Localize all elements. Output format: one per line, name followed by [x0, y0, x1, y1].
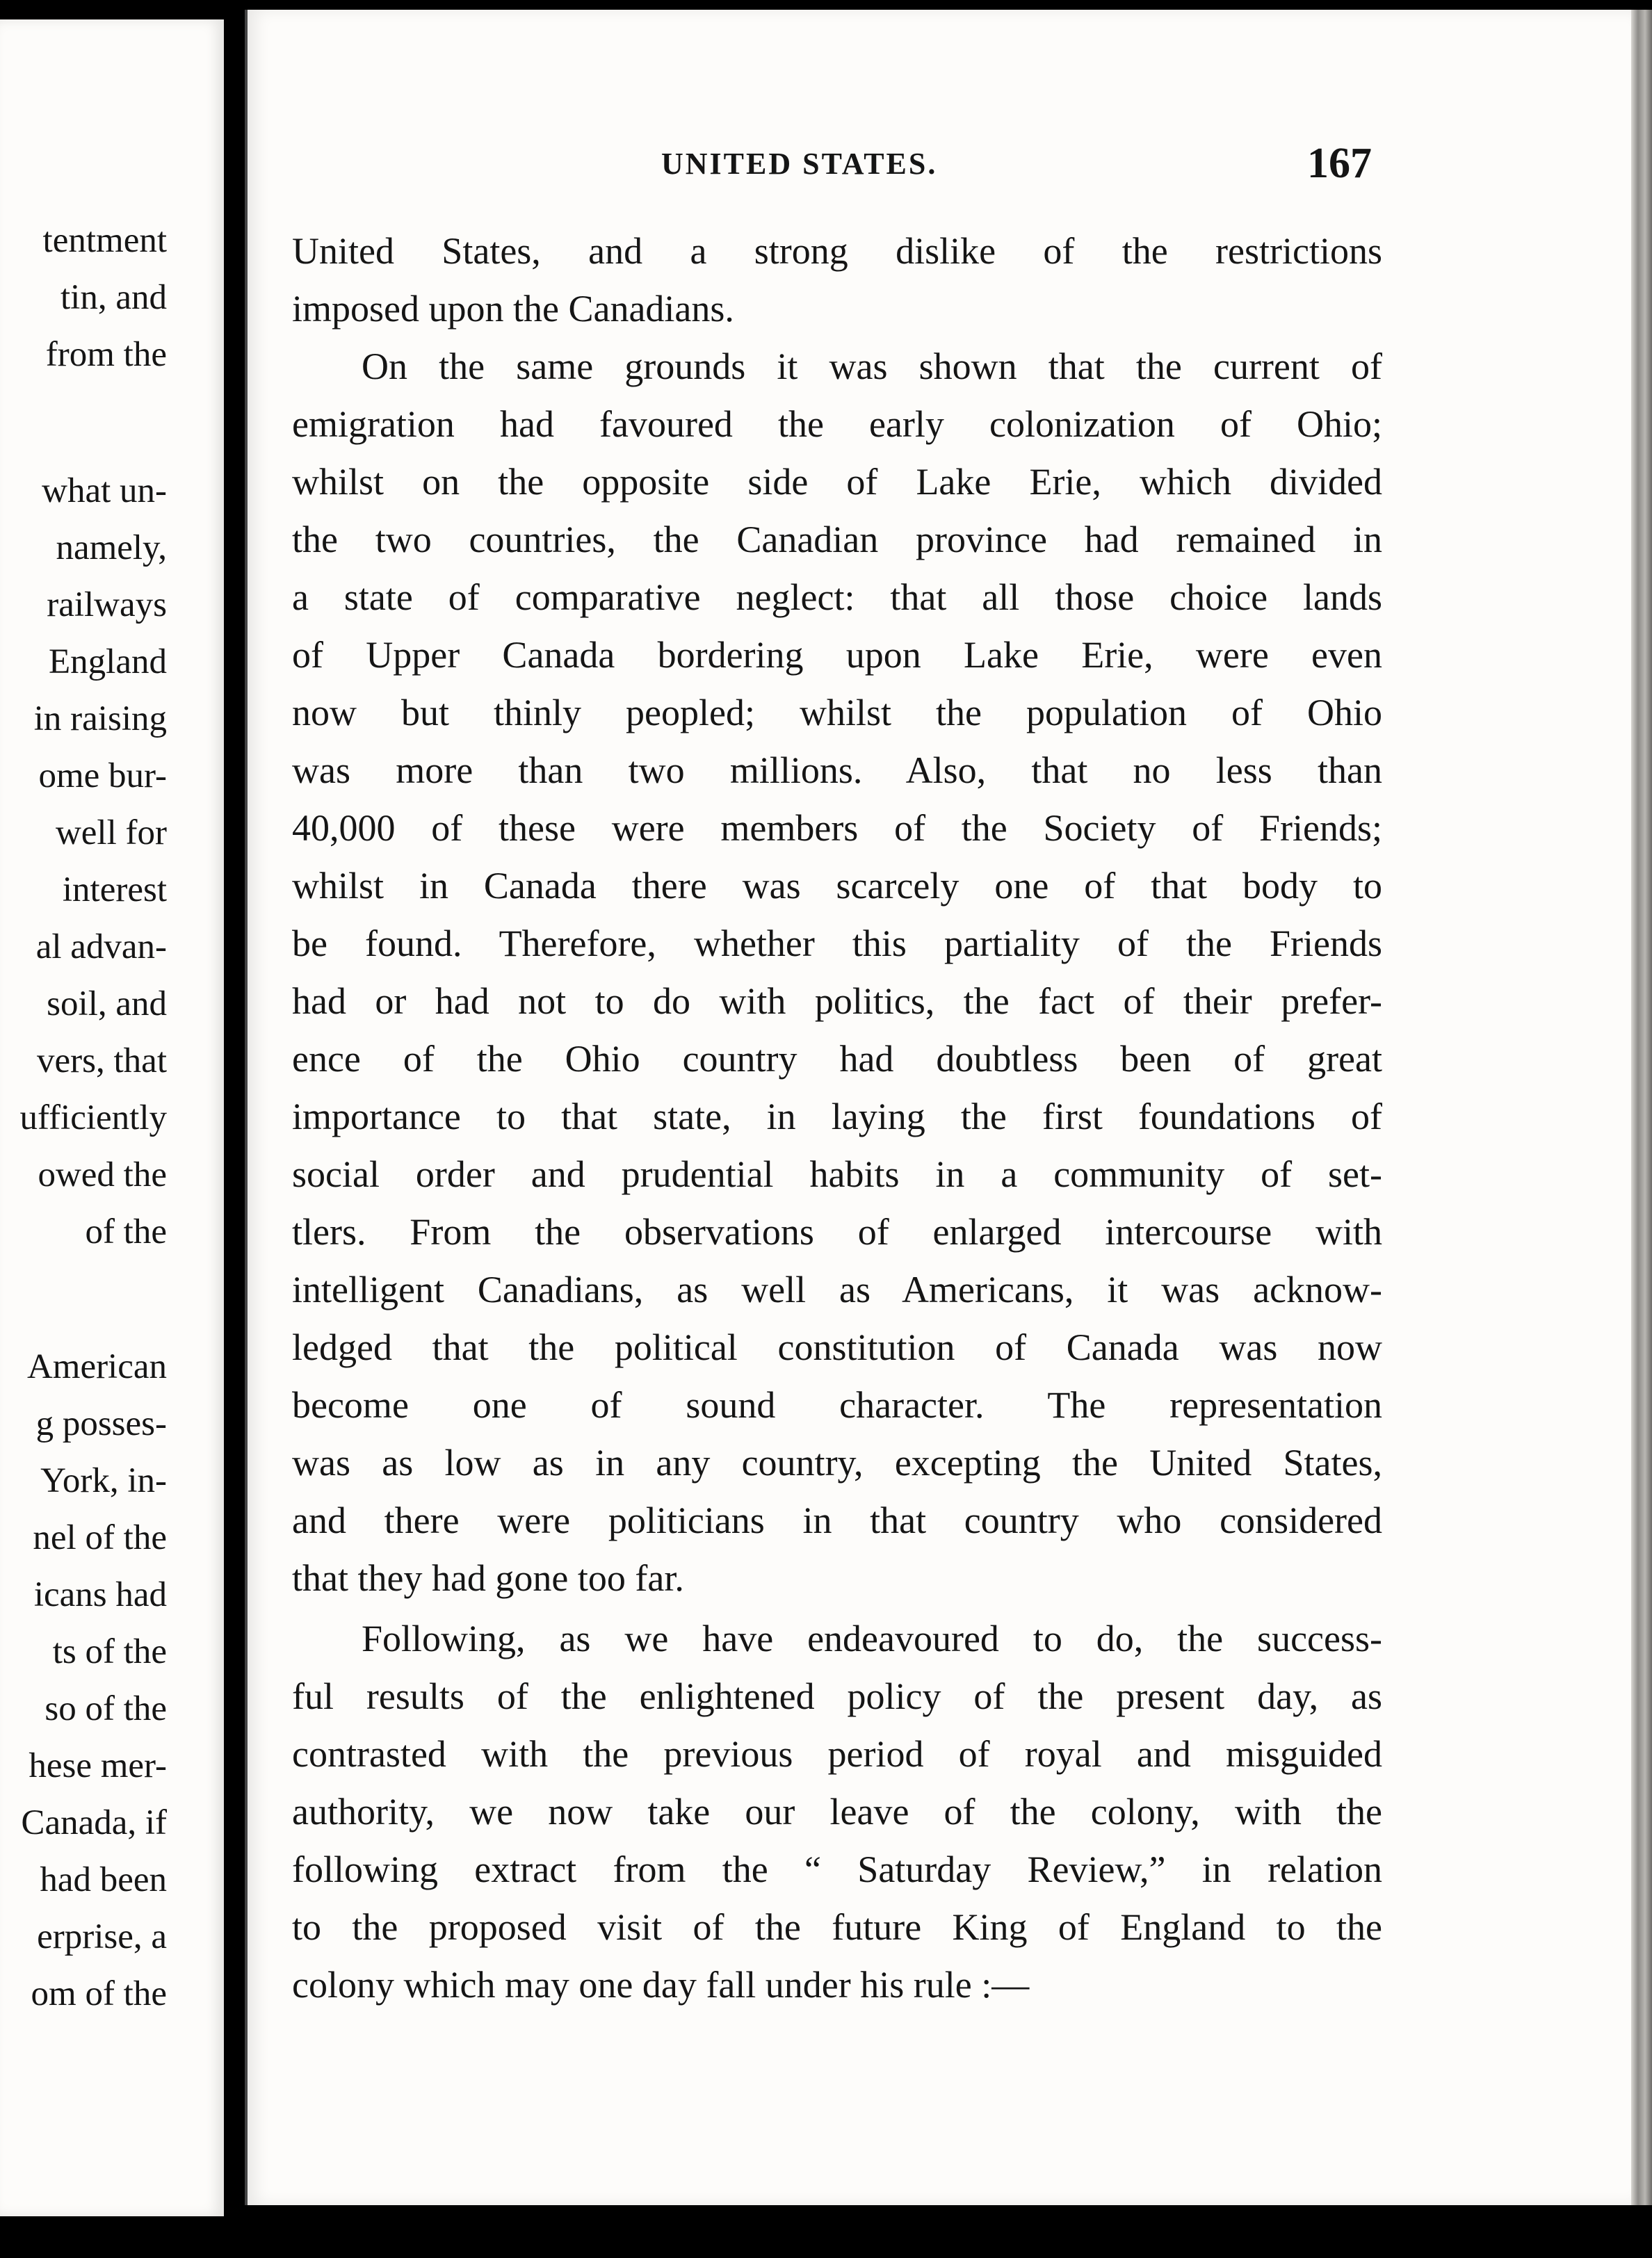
left-line: ufficiently	[19, 1098, 167, 1137]
left-line: al advan-	[35, 927, 167, 966]
left-line: had been	[40, 1860, 167, 1899]
left-line: tin, and	[60, 278, 167, 317]
paragraph	[292, 222, 1382, 338]
running-head: UNITED STATES.	[661, 147, 938, 181]
left-line: vers, that	[37, 1041, 167, 1080]
text-line: was more than two millions. Also, that no less than	[292, 749, 1382, 791]
text-line: United States, and a strong dislike of the restrictions	[292, 230, 1382, 272]
text-line: that they had gone too far.	[292, 1557, 684, 1599]
left-line: York, in-	[40, 1461, 167, 1500]
left-line: g posses-	[35, 1404, 167, 1443]
left-line: in raising	[33, 699, 167, 738]
text-line: intelligent Canadians, as well as Americans, it was acknow-	[292, 1269, 1382, 1310]
text-line: whilst in Canada there was scarcely one of that body to	[292, 865, 1382, 907]
left-line: ts of the	[52, 1632, 167, 1671]
text-line: colony which may one day fall under his rule :—	[292, 1964, 1030, 2006]
left-page	[0, 19, 224, 2216]
page-header	[248, 139, 1634, 195]
scan-bottom-border	[0, 2216, 1652, 2258]
text-line: importance to that state, in laying the first foundations of	[292, 1096, 1382, 1137]
text-line: whilst on the opposite side of Lake Erie, which divided	[292, 461, 1382, 503]
left-line: ome bur-	[38, 756, 167, 795]
left-line: tentment	[42, 221, 167, 260]
left-line: so of the	[44, 1689, 167, 1728]
left-line: from the	[45, 335, 167, 374]
left-line: om of the	[31, 1974, 167, 2013]
left-line: well for	[55, 813, 167, 852]
text-line: On the same grounds it was shown that the current of	[362, 346, 1382, 387]
text-line: 40,000 of these were members of the Society of Friends;	[292, 807, 1382, 849]
text-line: the two countries, the Canadian province had remained in	[292, 519, 1382, 560]
paragraph	[292, 338, 1382, 1607]
text-line: had or had not to do with politics, the fact of their prefer-	[292, 980, 1382, 1022]
text-line: now but thinly peopled; whilst the population of Ohio	[292, 692, 1382, 733]
left-line: owed the	[38, 1155, 167, 1194]
left-line: Canada, if	[21, 1803, 167, 1842]
text-line: Following, as we have endeavoured to do, the success-	[362, 1618, 1382, 1659]
text-line: following extract from the “ Saturday Review,” in relation	[292, 1849, 1382, 1890]
left-line: American	[26, 1347, 167, 1386]
text-line: and there were politicians in that country who considered	[292, 1500, 1382, 1541]
page-edge-shadow	[1631, 10, 1652, 2205]
text-line: ledged that the political constitution of Canada was now	[292, 1326, 1382, 1368]
right-page	[245, 10, 1634, 2205]
left-line: of the	[85, 1212, 167, 1251]
left-line: icans had	[33, 1575, 167, 1614]
text-line: social order and prudential habits in a community of set-	[292, 1153, 1382, 1195]
text-line: tlers. From the observations of enlarged intercourse with	[292, 1211, 1382, 1253]
text-line: was as low as in any country, excepting the United States,	[292, 1442, 1382, 1484]
page-number: 167	[1307, 140, 1372, 187]
left-line: what un-	[42, 471, 167, 510]
text-line: of Upper Canada bordering upon Lake Erie, were even	[292, 634, 1382, 676]
left-line: nel of the	[33, 1518, 167, 1557]
text-line: imposed upon the Canadians.	[292, 288, 734, 330]
left-line: erprise, a	[37, 1917, 167, 1956]
left-line: England	[49, 642, 167, 681]
text-line: ful results of the enlightened policy of the present day, as	[292, 1675, 1382, 1717]
left-line: hese mer-	[29, 1746, 167, 1785]
paragraph	[292, 1610, 1382, 2014]
text-line: a state of comparative neglect: that all those choice lands	[292, 576, 1382, 618]
text-line: emigration had favoured the early colonization of Ohio;	[292, 403, 1382, 445]
left-line: namely,	[56, 528, 167, 567]
text-line: authority, we now take our leave of the colony, with the	[292, 1791, 1382, 1833]
body-text	[292, 222, 1382, 2014]
text-line: ence of the Ohio country had doubtless been of great	[292, 1038, 1382, 1080]
text-line: contrasted with the previous period of royal and misguided	[292, 1733, 1382, 1775]
text-line: be found. Therefore, whether this partiality of the Friends	[292, 923, 1382, 964]
left-line: interest	[62, 870, 167, 909]
left-line: railways	[47, 585, 167, 624]
left-line: soil, and	[47, 984, 167, 1023]
text-line: to the proposed visit of the future King of England to the	[292, 1906, 1382, 1948]
text-line: become one of sound character. The representation	[292, 1384, 1382, 1426]
